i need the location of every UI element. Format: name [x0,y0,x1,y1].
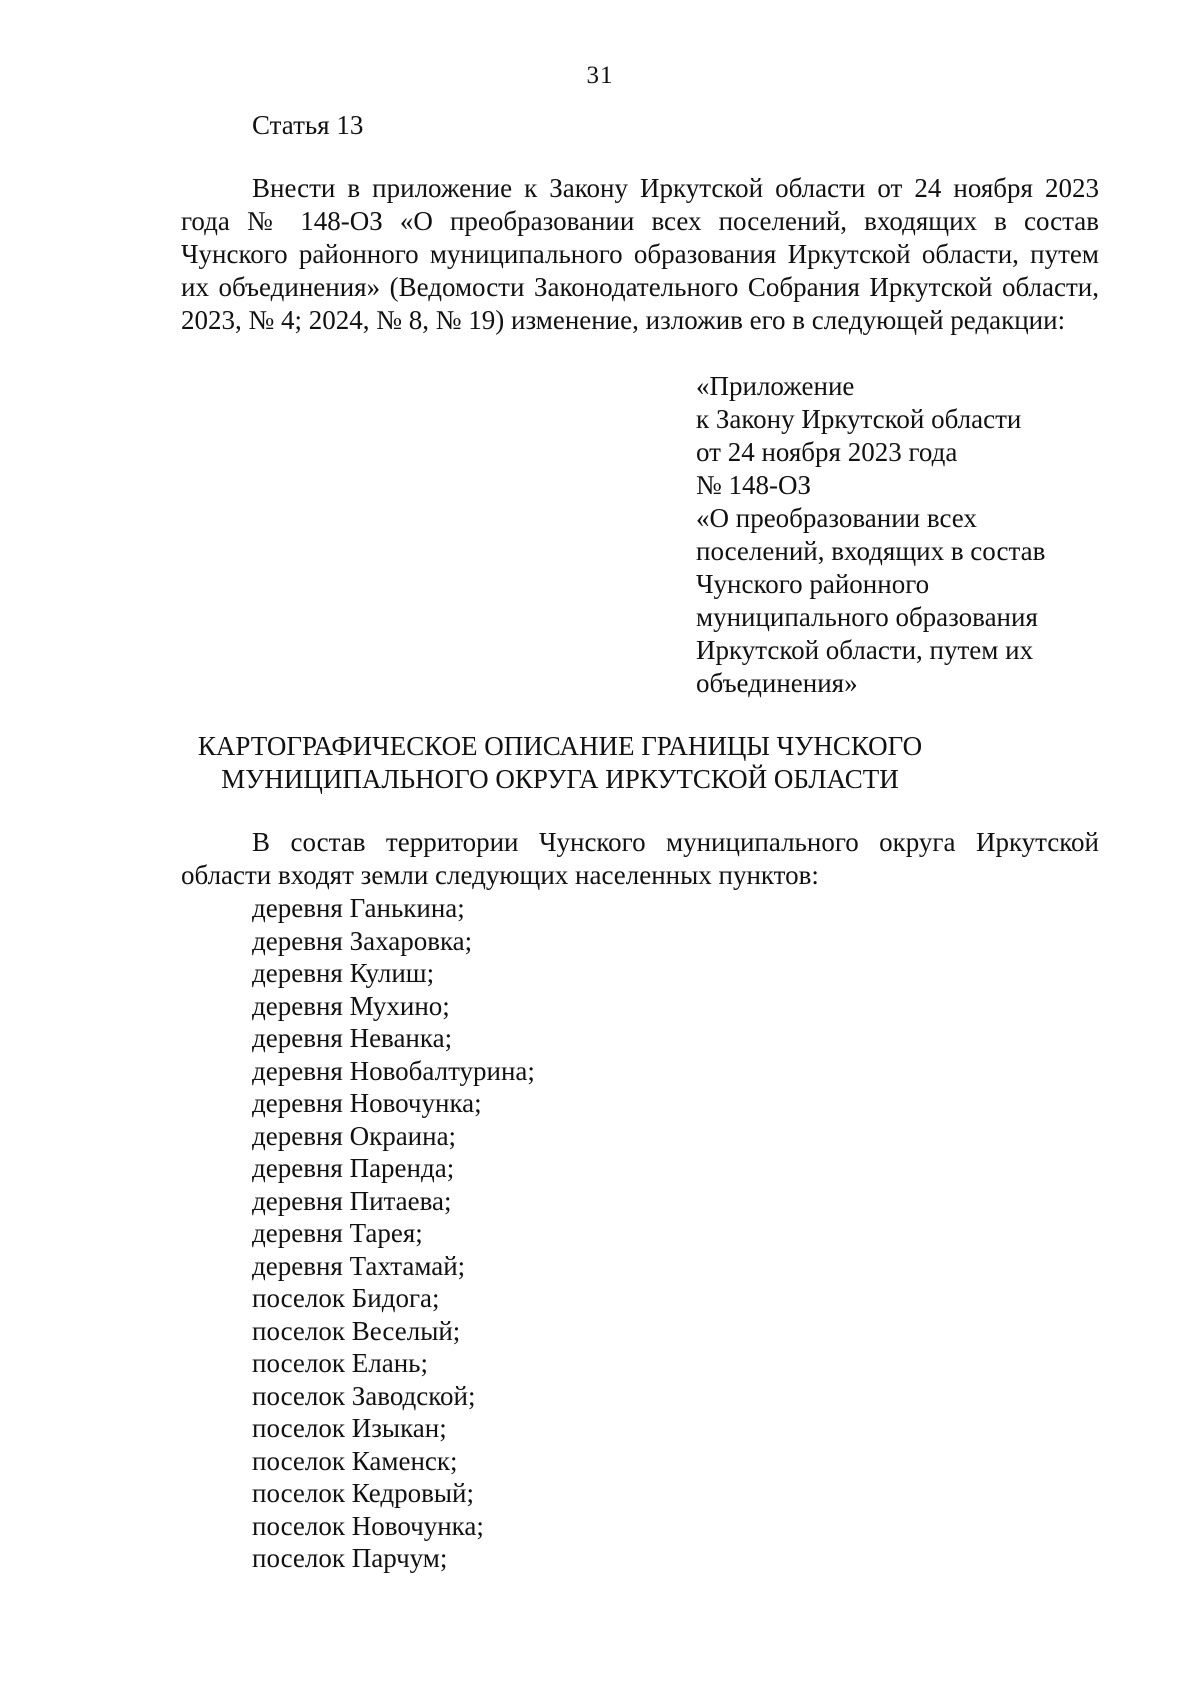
appendix-header-line: от 24 ноября 2023 года [696,437,958,467]
appendix-header-line: муниципального образования [696,602,1038,632]
composition-paragraph: В состав территории Чунского муниципального округа Иркутской области входят земли следующих населенных пунктов: [181,827,1099,890]
list-item: деревня Новобалтурина; [252,1055,535,1086]
list-item: поселок Бидога; [252,1283,440,1313]
appendix-header [696,370,1116,700]
list-item: деревня Окраина; [252,1120,457,1151]
list-item: деревня Новочунка; [252,1088,482,1118]
appendix-header-line: поселений, входящих в состав [696,536,1046,566]
list-item: деревня Мухино; [252,990,450,1021]
document-heading-line-2: МУНИЦИПАЛЬНОГО ОКРУГА ИРКУТСКОЙ ОБЛАСТИ [221,764,899,794]
list-item: поселок Заводской; [252,1380,476,1411]
appendix-header-line: к Закону Иркутской области [696,404,1022,434]
document-heading [0,730,1160,796]
appendix-header-line: № 148-ОЗ [696,470,812,500]
list-item: поселок Парчум; [252,1543,448,1573]
list-item: поселок Изыкан; [252,1413,447,1443]
list-item: поселок Новочунка; [252,1510,484,1541]
appendix-header-line: «О преобразовании всех [696,503,977,533]
article-title: Статья 13 [252,110,364,140]
page-number: 31 [586,62,614,89]
list-item: деревня Ганькина; [252,893,465,923]
list-item: поселок Веселый; [252,1315,461,1346]
list-item: деревня Неванка; [252,1023,453,1053]
list-item: поселок Кедровый; [252,1478,474,1508]
settlements-list [252,892,535,1575]
appendix-header-line: «Приложение [696,371,855,401]
list-item: поселок Елань; [252,1348,428,1378]
appendix-header-line: Иркутской области, путем их [696,635,1034,665]
list-item: деревня Паренда; [252,1153,455,1183]
appendix-header-line: Чунского районного [696,569,930,599]
list-item: деревня Питаева; [252,1185,452,1216]
list-item: поселок Каменск; [252,1445,458,1476]
list-item: деревня Тахтамай; [252,1250,466,1281]
list-item: деревня Захаровка; [252,925,473,956]
article-intro-paragraph: Внести в приложение к Закону Иркутской области от 24 ноября 2023 года № 148-ОЗ «О преобразовании всех поселений, входящих в состав Чунского районного муниципального образования Иркутской области, путем их объединения» (Ведомости Законодательного Собрания Иркутской области, 2023, № 4; 2024, № 8, № 19) изменение, изложив его в следующей редакции: [181,173,1099,335]
list-item: деревня Кулиш; [252,958,435,988]
appendix-header-line: объединения» [696,668,858,698]
document-heading-line-1: КАРТОГРАФИЧЕСКОЕ ОПИСАНИЕ ГРАНИЦЫ ЧУНСКОГО [197,731,923,761]
list-item: деревня Тарея; [252,1218,423,1248]
